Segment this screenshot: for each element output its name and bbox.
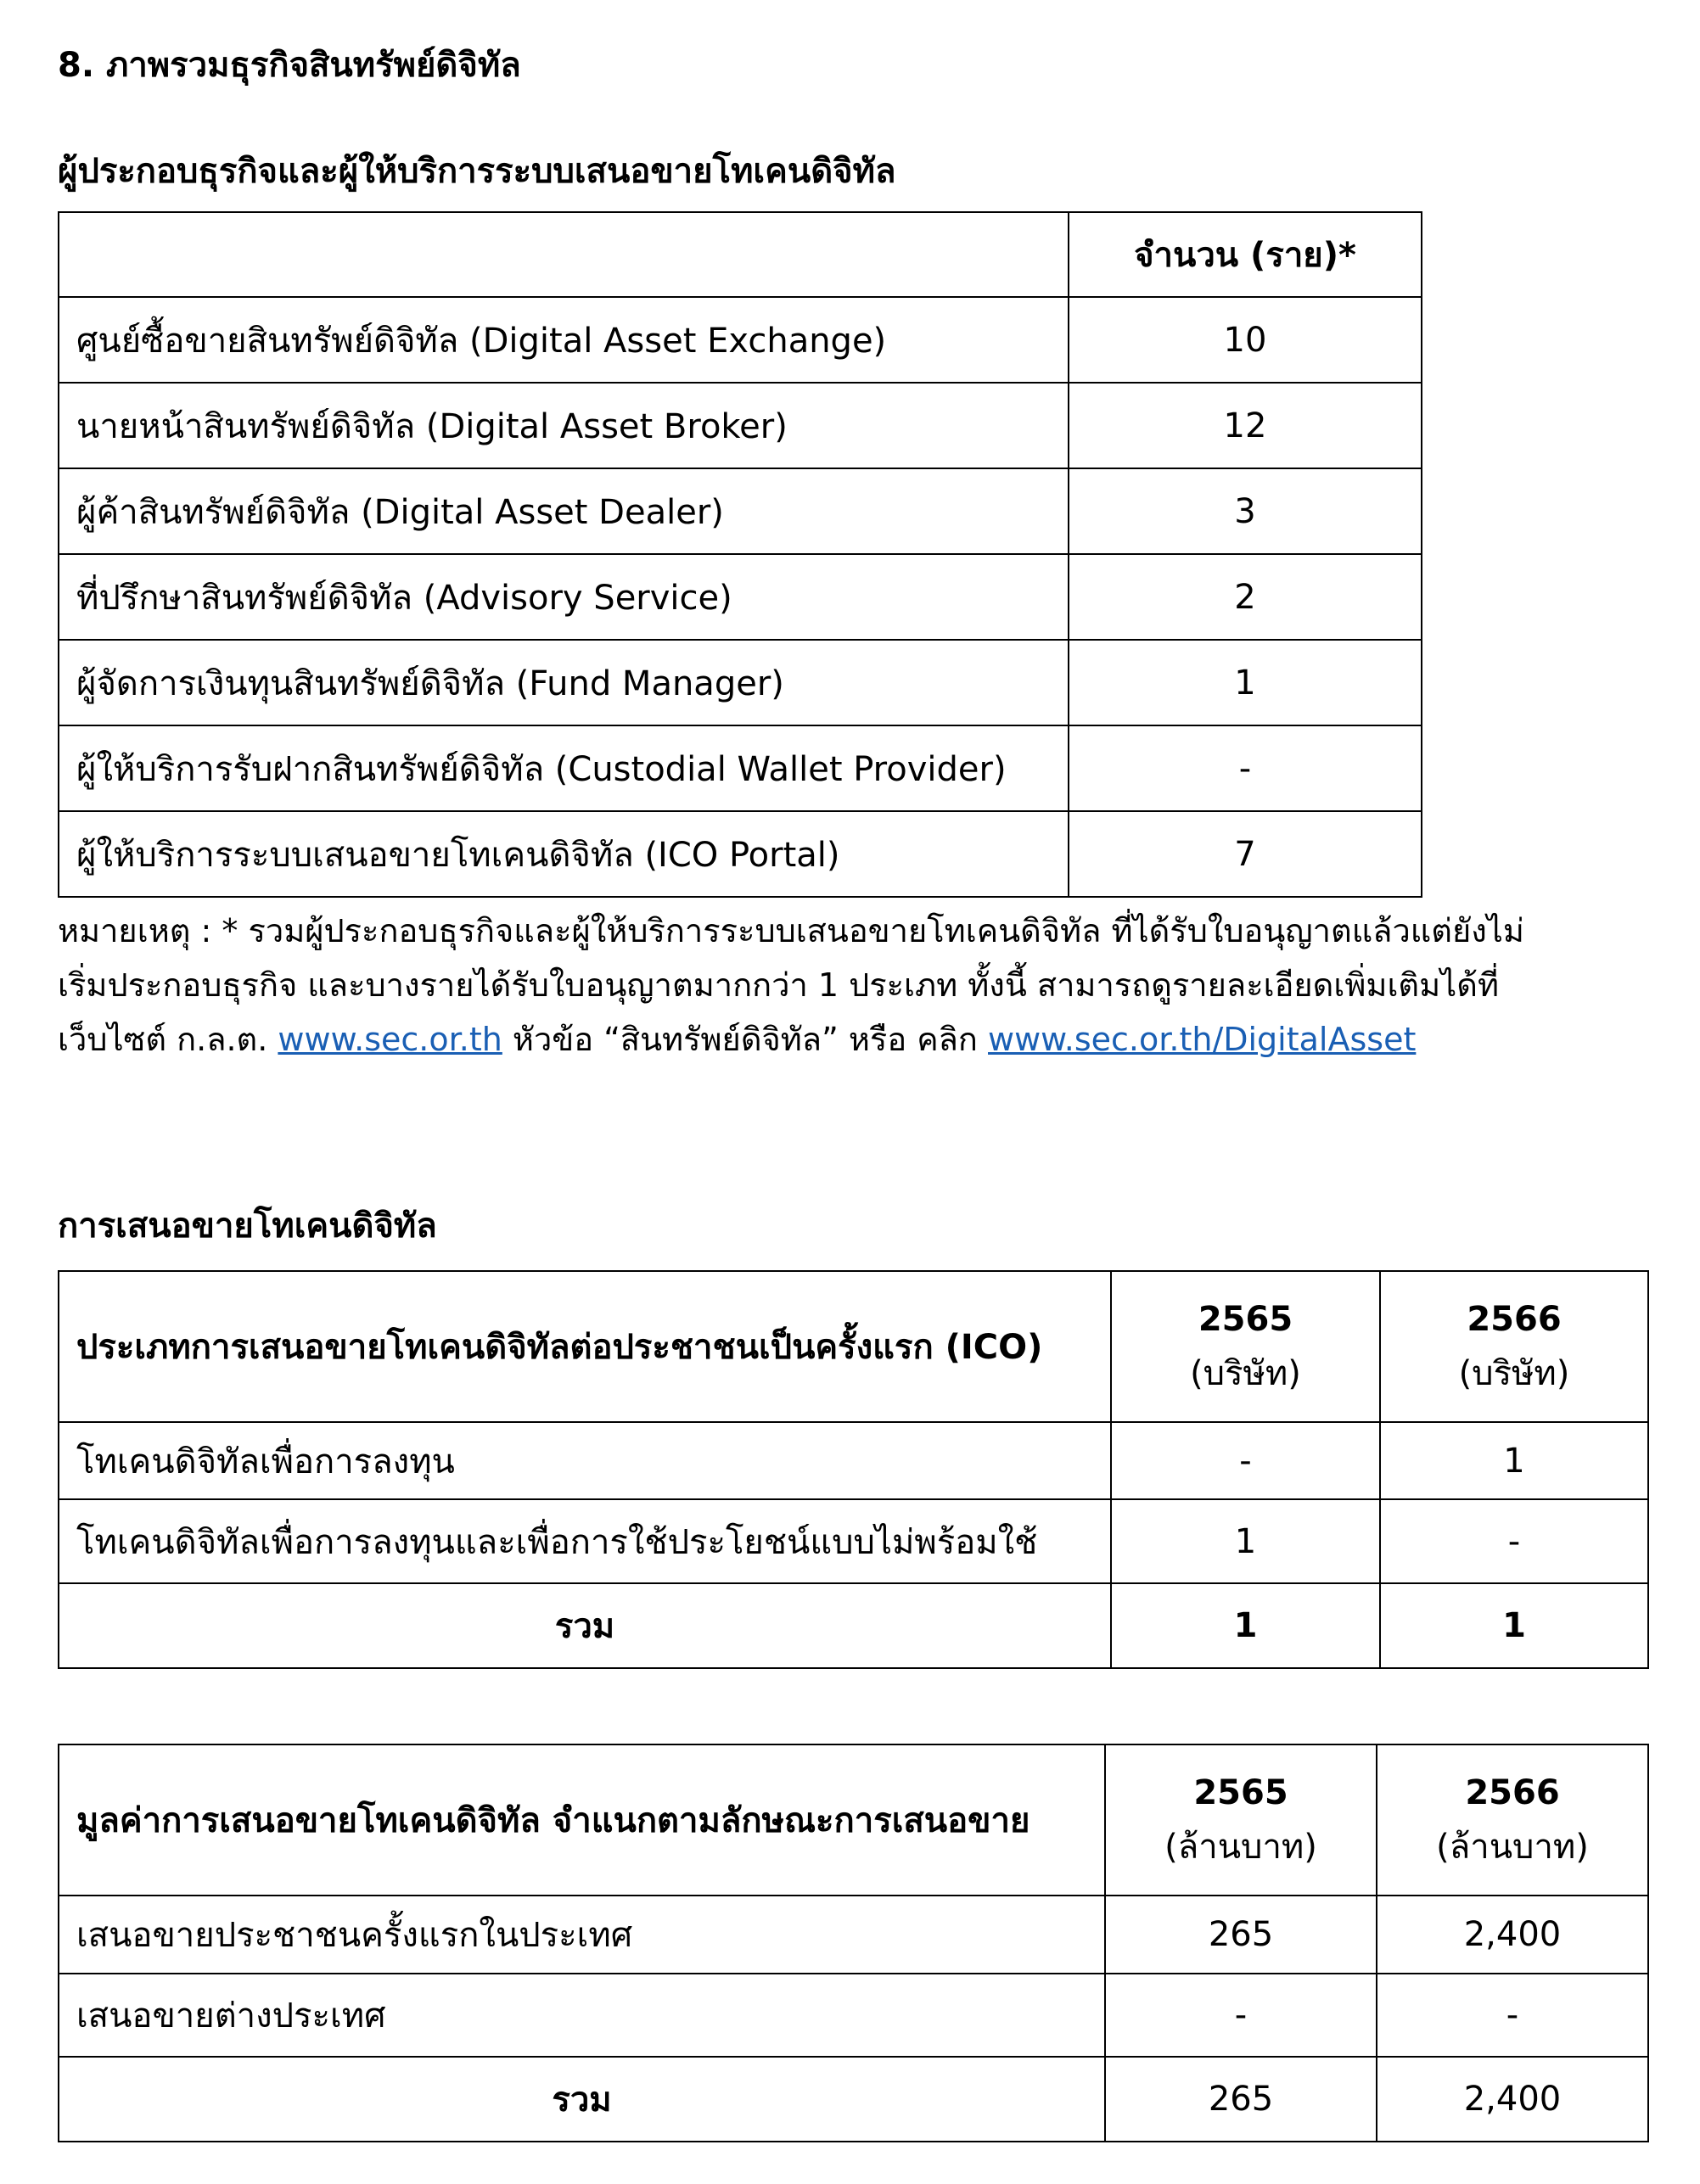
value-row-2565: 265 — [1105, 1896, 1377, 1974]
ico-total-row — [59, 1583, 1648, 1668]
digital-asset-link[interactable]: www.sec.or.th/DigitalAsset — [988, 1021, 1417, 1058]
operators-heading: ผู้ประกอบธุรกิจและผู้ให้บริการระบบเสนอขายโทเคนดิจิทัล — [58, 152, 896, 191]
operator-label: ศูนย์ซื้อขายสินทรัพย์ดิจิทัล (Digital Asset Exchange) — [59, 297, 1069, 383]
table-row — [59, 640, 1422, 725]
value-total-2565: 265 — [1105, 2057, 1377, 2142]
footnote-line-2: เริ่มประกอบธุรกิจ และบางรายได้รับใบอนุญาตมากกว่า 1 ประเภท ทั้งนี้ สามารถดูรายละเอียดเพิ่มเติมได้ที่ — [58, 966, 1499, 1004]
operator-label: ผู้ค้าสินทรัพย์ดิจิทัล (Digital Asset Dealer) — [59, 468, 1069, 554]
value-total-2566: 2,400 — [1377, 2057, 1648, 2142]
unit-label: (บริษัท) — [1190, 1354, 1301, 1393]
value-row-2566: 2,400 — [1377, 1896, 1648, 1974]
table-row — [59, 1974, 1648, 2057]
ico-row-value-2565: 1 — [1111, 1499, 1380, 1583]
year-label: 2566 — [1465, 1773, 1560, 1812]
table-row — [59, 811, 1422, 897]
table-row — [59, 1896, 1648, 1974]
ico-header-year1 — [1111, 1271, 1380, 1422]
table-row — [59, 725, 1422, 811]
ico-heading: การเสนอขายโทเคนดิจิทัล — [58, 1207, 437, 1246]
ico-row-label: โทเคนดิจิทัลเพื่อการลงทุน — [59, 1422, 1111, 1499]
ico-total-2566: 1 — [1380, 1583, 1648, 1668]
ico-header-row — [59, 1271, 1648, 1422]
unit-label: (ล้านบาท) — [1436, 1828, 1589, 1867]
ico-row-value-2566: - — [1380, 1499, 1648, 1583]
value-header-label: มูลค่าการเสนอขายโทเคนดิจิทัล จำแนกตามลักษณะการเสนอขาย — [59, 1744, 1105, 1896]
sec-website-link[interactable]: www.sec.or.th — [278, 1021, 502, 1058]
operator-count: 7 — [1069, 811, 1422, 897]
value-header-row — [59, 1744, 1648, 1896]
operators-header-row — [59, 212, 1422, 297]
footnote-line-1: หมายเหตุ : * รวมผู้ประกอบธุรกิจและผู้ให้บริการระบบเสนอขายโทเคนดิจิทัล ที่ได้รับใบอนุญาตแล้วแต่ยังไม่ — [58, 912, 1524, 949]
ico-row-label: โทเคนดิจิทัลเพื่อการลงทุนและเพื่อการใช้ประโยชน์แบบไม่พร้อมใช้ — [59, 1499, 1111, 1583]
ico-row-value-2566: 1 — [1380, 1422, 1648, 1499]
value-header-year2 — [1377, 1744, 1648, 1896]
value-row-2566: - — [1377, 1974, 1648, 2057]
value-header-year1 — [1105, 1744, 1377, 1896]
operators-header-count: จำนวน (ราย)* — [1069, 212, 1422, 297]
operator-count: 2 — [1069, 554, 1422, 640]
operator-label: ที่ปรึกษาสินทรัพย์ดิจิทัล (Advisory Service) — [59, 554, 1069, 640]
table-row — [59, 1499, 1648, 1583]
value-row-2565: - — [1105, 1974, 1377, 2057]
operator-count: 12 — [1069, 383, 1422, 468]
value-total-label: รวม — [59, 2057, 1105, 2142]
operator-count: 1 — [1069, 640, 1422, 725]
operators-table — [58, 211, 1422, 898]
unit-label: (ล้านบาท) — [1164, 1828, 1317, 1867]
value-table — [58, 1744, 1649, 2142]
ico-header-label: ประเภทการเสนอขายโทเคนดิจิทัลต่อประชาชนเป็นครั้งแรก (ICO) — [59, 1271, 1111, 1422]
footnote-text: หัวข้อ “สินทรัพย์ดิจิทัล” หรือ คลิก — [502, 1021, 989, 1058]
operator-label: นายหน้าสินทรัพย์ดิจิทัล (Digital Asset Broker) — [59, 383, 1069, 468]
ico-total-2565: 1 — [1111, 1583, 1380, 1668]
year-label: 2565 — [1198, 1300, 1293, 1339]
unit-label: (บริษัท) — [1458, 1354, 1570, 1393]
section-title: 8. ภาพรวมธุรกิจสินทรัพย์ดิจิทัล — [58, 46, 521, 85]
operator-label: ผู้ให้บริการระบบเสนอขายโทเคนดิจิทัล (ICO Portal) — [59, 811, 1069, 897]
table-row — [59, 554, 1422, 640]
operators-header-blank — [59, 212, 1069, 297]
footnote-text: เว็บไซต์ ก.ล.ต. — [58, 1021, 278, 1058]
operator-count: 3 — [1069, 468, 1422, 554]
footnote-line-3 — [58, 1012, 1653, 1067]
table-row — [59, 1422, 1648, 1499]
operator-count: 10 — [1069, 297, 1422, 383]
ico-header-year2 — [1380, 1271, 1648, 1422]
value-row-label: เสนอขายประชาชนครั้งแรกในประเทศ — [59, 1896, 1105, 1974]
year-label: 2566 — [1467, 1300, 1562, 1339]
operator-label: ผู้จัดการเงินทุนสินทรัพย์ดิจิทัล (Fund Manager) — [59, 640, 1069, 725]
footnote — [58, 904, 1653, 1067]
ico-row-value-2565: - — [1111, 1422, 1380, 1499]
year-label: 2565 — [1193, 1773, 1288, 1812]
operator-label: ผู้ให้บริการรับฝากสินทรัพย์ดิจิทัล (Custodial Wallet Provider) — [59, 725, 1069, 811]
table-row — [59, 297, 1422, 383]
operator-count: - — [1069, 725, 1422, 811]
value-total-row — [59, 2057, 1648, 2142]
table-row — [59, 383, 1422, 468]
ico-table — [58, 1270, 1649, 1669]
ico-total-label: รวม — [59, 1583, 1111, 1668]
value-row-label: เสนอขายต่างประเทศ — [59, 1974, 1105, 2057]
table-row — [59, 468, 1422, 554]
